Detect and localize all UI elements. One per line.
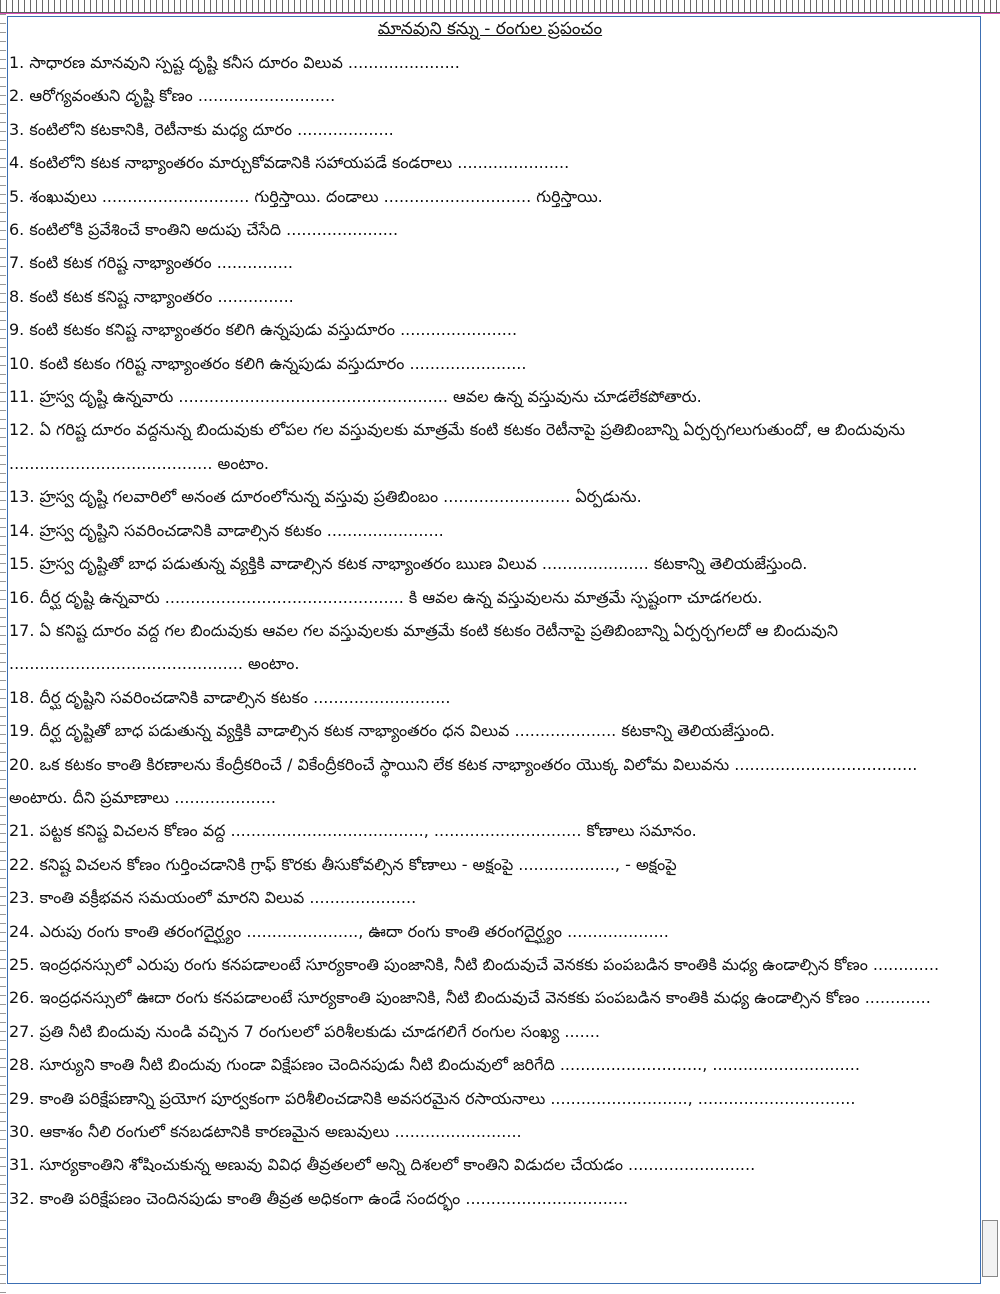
question-31: 31. సూర్యకాంతిని శోషించుకున్న అణువు వివిధ తీవ్రతలలో అన్ని దిశలలో కాంతిని విడుదల చేయడం .........................	[9, 1155, 756, 1175]
question-1: 1. సాధారణ మానవుని స్పష్ట దృష్టి కనీస దూరం విలువ ......................	[9, 53, 460, 72]
question-30: 30. ఆకాశం నీలి రంగులో కనబడటానికి కారణమైన అణువులు .........................	[9, 1122, 522, 1141]
question-25: 25. ఇంద్రధనస్సులో ఎరుపు రంగు కనపడాలంటే సూర్యకాంతి పుంజానికి, నీటి బిందువుచే వెనకకు పంపబడిన కాంతికి మధ్య ఉండాల్సిన కోణం .............	[9, 954, 940, 974]
question-22: 22. కనిష్ట విచలన కోణం గుర్తించడానికి గ్రాఫ్ కొరకు తీసుకోవల్సిన కోణాలు - అక్షంపై ..................., - అక్షంపై	[9, 854, 677, 874]
question-17: 17. ఏ కనిష్ట దూరం వద్ద గల బిందువుకు ఆవల గల వస్తువులకు మాత్రమే కంటి కటకం రెటీనాపై ప్రతిబింబాన్ని ఏర్పర్చగలదో ఆ బిందువుని .............................................. అంటాం.	[9, 620, 838, 674]
question-18: 18. దీర్ఘ దృష్టిని సవరించడానికి వాడాల్సిన కటకం ...........................	[9, 687, 451, 707]
page-margin-line	[0, 13, 1000, 14]
left-ruler	[0, 14, 6, 1294]
question-10: 10. కంటి కటకం గరిష్ట నాభ్యాంతరం కలిగి ఉన్నపుడు వస్తుదూరం .......................	[9, 353, 527, 373]
question-26: 26. ఇంద్రధనస్సులో ఊదా రంగు కనపడాలంటే సూర్యకాంతి పుంజానికి, నీటి బిందువుచే వెనకకు పంపబడిన కాంతికి మధ్య ఉండాల్సిన కోణం .............	[9, 988, 931, 1008]
question-14: 14. హ్రస్వ దృష్టిని సవరించడానికి వాడాల్సిన కటకం .......................	[9, 520, 444, 540]
question-15: 15. హ్రస్వ దృష్టితో బాధ పడుతున్న వ్యక్తికి వాడాల్సిన కటక నాభ్యాంతరం ఋణ విలువ ..................... కటకాన్ని తెలియజేస్తుంది.	[9, 554, 808, 574]
top-ruler	[0, 0, 1000, 13]
question-23: 23. కాంతి వక్రీభవన సమయంలో మారని విలువ .....................	[9, 888, 417, 908]
question-12: 12. ఏ గరిష్ట దూరం వద్దనున్న బిందువుకు లోపల గల వస్తువులకు మాత్రమే కంటి కటకం రెటీనాపై ప్రతిబింబాన్ని ఏర్పర్చగలుగుతుందో, ఆ బిందువును ........................................ అంటాం.	[9, 420, 905, 473]
question-4: 4. కంటిలోని కటక నాభ్యాంతరం మార్చుకోవడానికి సహాయపడే కండరాలు ......................	[9, 153, 570, 173]
question-16: 16. దీర్ఘ దృష్టి ఉన్నవారు ............................................... కి ఆవల ఉన్న వస్తువులను మాత్రమే స్పష్టంగా చూడగలరు.	[9, 587, 763, 607]
question-3: 3. కంటిలోని కటకానికి, రెటీనాకు మధ్య దూరం ...................	[9, 119, 394, 139]
question-24: 24. ఎరుపు రంగు కాంతి తరంగదైర్ఘ్యం ......................, ఊదా రంగు కాంతి తరంగదైర్ఘ్యం ....................	[9, 921, 669, 941]
worksheet-title: మానవుని కన్ను - రంగుల ప్రపంచం	[377, 19, 603, 39]
question-11: 11. హ్రస్వ దృష్టి ఉన్నవారు ..................................................... ఆవల ఉన్న వస్తువును చూడలేకపోతారు.	[9, 387, 702, 407]
question-19: 19. దీర్ఘ దృష్టితో బాధ పడుతున్న వ్యక్తికి వాడాల్సిన కటక నాభ్యాంతరం ధన విలువ .................... కటకాన్ని తెలియజేస్తుంది.	[9, 721, 775, 741]
question-2: 2. ఆరోగ్యవంతుని దృష్టి కోణం ...........................	[9, 86, 336, 106]
question-20: 20. ఒక కటకం కాంతి కిరణాలను కేంద్రీకరించే / వికేంద్రీకరించే స్థాయిని లేక కటక నాభ్యాంతరం యొక్క విలోమ విలువను .................................... అంటారు. దీని ప్రమాణాలు ....................	[9, 754, 918, 807]
question-5: 5. శంఖువులు ............................. గుర్తిస్తాయి. దండాలు ............................. గుర్తిస్తాయి.	[9, 186, 603, 206]
question-13: 13. హ్రస్వ దృష్టి గలవారిలో అనంత దూరంలోనున్న వస్తువు ప్రతిబింబం ......................... ఏర్పడును.	[9, 487, 642, 507]
question-27: 27. ప్రతి నీటి బిందువు నుండి వచ్చిన 7 రంగులలో పరిశీలకుడు చూడగలిగే రంగుల సంఖ్య .......	[9, 1021, 600, 1041]
question-6: 6. కంటిలోకి ప్రవేశించే కాంతిని అదుపు చేసేది ......................	[9, 220, 399, 240]
question-28: 28. సూర్యుని కాంతి నీటి బిందువు గుండా విక్షేపణం చెందినపుడు నీటి బిందువులో జరిగేది ............................, .............................	[9, 1055, 860, 1075]
question-list	[9, 46, 975, 1215]
scrollbar-stub[interactable]	[982, 1220, 998, 1277]
question-7: 7. కంటి కటక గరిష్ట నాభ్యాంతరం ...............	[9, 253, 293, 273]
question-29: 29. కాంతి పరిక్షేపణాన్ని ప్రయోగ పూర్వకంగా పరిశీలించడానికి అవసరమైన రసాయనాలు ..........................., ...............................	[9, 1088, 856, 1108]
question-21: 21. పట్టక కనిష్ట విచలన కోణం వద్ద ......................................, ............................. కోణాలు సమానం.	[9, 821, 697, 841]
question-9: 9. కంటి కటకం కనిష్ట నాభ్యాంతరం కలిగి ఉన్నపుడు వస్తుదూరం .......................	[9, 320, 518, 340]
question-32: 32. కాంతి పరిక్షేపణం చెందినపుడు కాంతి తీవ్రత అధికంగా ఉండే సందర్భం ................................	[9, 1188, 629, 1208]
question-8: 8. కంటి కటక కనిష్ట నాభ్యాంతరం ...............	[9, 286, 294, 306]
